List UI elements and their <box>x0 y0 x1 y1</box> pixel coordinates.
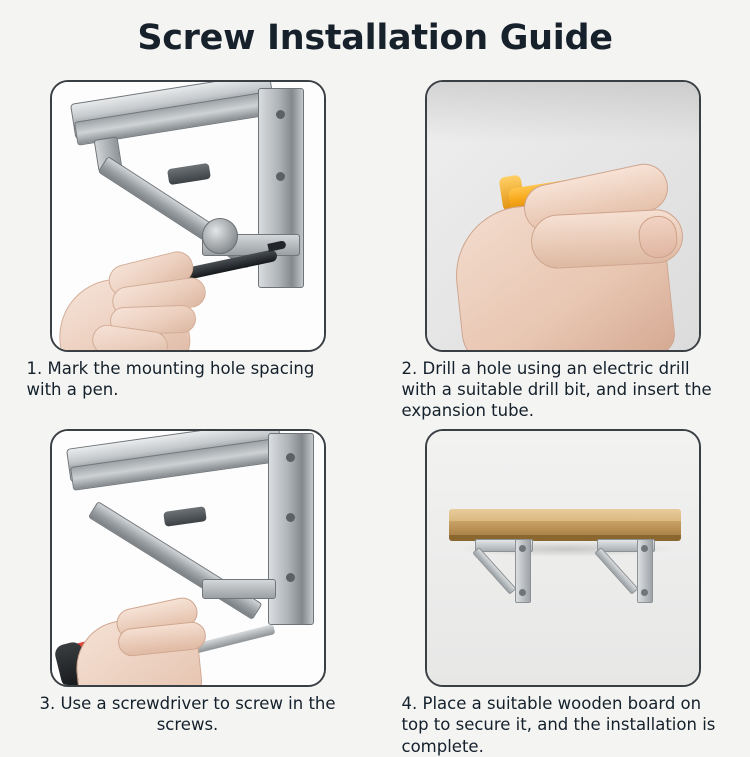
right-bracket-icon <box>597 539 653 603</box>
step-2-image <box>425 80 701 352</box>
step-4-image <box>425 429 701 687</box>
bracket-lower-arm-icon <box>202 579 276 599</box>
step-1-caption: 1. Mark the mounting hole spacing with a pen. <box>26 359 315 400</box>
mounting-holes-icon <box>276 110 285 119</box>
step-3-caption: 3. Use a screwdriver to screw in the screws. <box>39 694 336 735</box>
step-card-4 <box>375 421 750 756</box>
screw-icon <box>519 589 526 596</box>
left-bracket-icon <box>475 539 531 603</box>
step-card-2 <box>375 72 750 421</box>
step-1-image <box>50 80 326 352</box>
screw-icon <box>519 545 526 552</box>
bracket-pivot-joint-icon <box>202 218 238 254</box>
wall-surface-icon <box>427 431 699 685</box>
step-4-caption: 4. Place a suitable wooden board on top to secure it, and the installation is complete. <box>401 694 716 756</box>
screw-icon <box>641 545 648 552</box>
screw-icon <box>641 589 648 596</box>
step-2-caption: 2. Drill a hole using an electric drill with a suitable drill bit, and insert the expansion tube. <box>401 359 712 421</box>
step-card-3 <box>0 421 375 756</box>
bracket-brace-icon <box>472 547 516 595</box>
step-3-image <box>50 429 326 687</box>
step-card-1 <box>0 72 375 421</box>
wall-shadow-icon <box>427 82 699 142</box>
steps-grid <box>0 72 750 757</box>
page-title: Screw Installation Guide <box>137 18 613 58</box>
mounting-holes-icon <box>286 453 295 462</box>
bracket-brace-icon <box>594 547 638 595</box>
